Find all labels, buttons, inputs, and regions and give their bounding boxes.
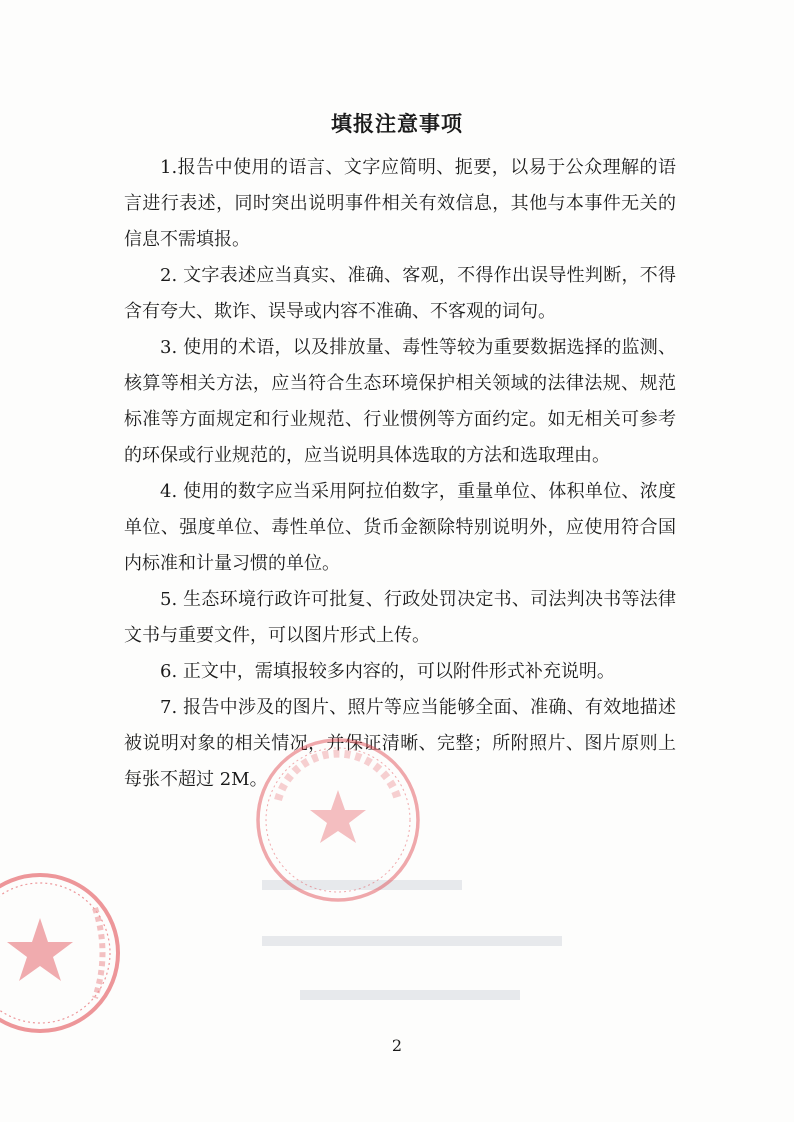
notice-item-1: 1.报告中使用的语言、文字应简明、扼要，以易于公众理解的语言进行表述，同时突出说明事件相关有效信息，其他与本事件无关的信息不需填报。 xyxy=(124,157,676,250)
notice-item-4: 4. 使用的数字应当采用阿拉伯数字，重量单位、体积单位、浓度单位、强度单位、毒性单位、货币金额除特别说明外，应使用符合国内标准和计量习惯的单位。 xyxy=(124,481,676,574)
notice-item-3: 3. 使用的术语，以及排放量、毒性等较为重要数据选择的监测、核算等相关方法，应当符合生态环境保护相关领域的法律法规、规范标准等方面规定和行业规范、行业惯例等方面约定。如无相关可参考的环保或行业规范的，应当说明具体选取的方法和选取理由。 xyxy=(124,337,676,466)
bleed-through-line-1 xyxy=(262,880,462,890)
official-seal-left xyxy=(0,868,130,1038)
notice-item-6: 6. 正文中，需填报较多内容的，可以附件形式补充说明。 xyxy=(160,661,615,682)
page-title: 填报注意事项 xyxy=(331,111,463,136)
page-number: 2 xyxy=(391,1036,403,1055)
notice-item-5: 5. 生态环境行政许可批复、行政处罚决定书、司法判决书等法律文书与重要文件，可以图片形式上传。 xyxy=(124,589,676,646)
notice-body xyxy=(124,150,676,798)
bleed-through-line-3 xyxy=(300,990,520,1000)
notice-item-2: 2. 文字表述应当真实、准确、客观，不得作出误导性判断，不得含有夸大、欺诈、误导或内容不准确、不客观的词句。 xyxy=(124,265,676,322)
bleed-through-line-2 xyxy=(262,936,562,946)
notice-item-7: 7. 报告中涉及的图片、照片等应当能够全面、准确、有效地描述被说明对象的相关情况，并保证清晰、完整；所附照片、图片原则上每张不超过 2M。 xyxy=(124,697,676,790)
